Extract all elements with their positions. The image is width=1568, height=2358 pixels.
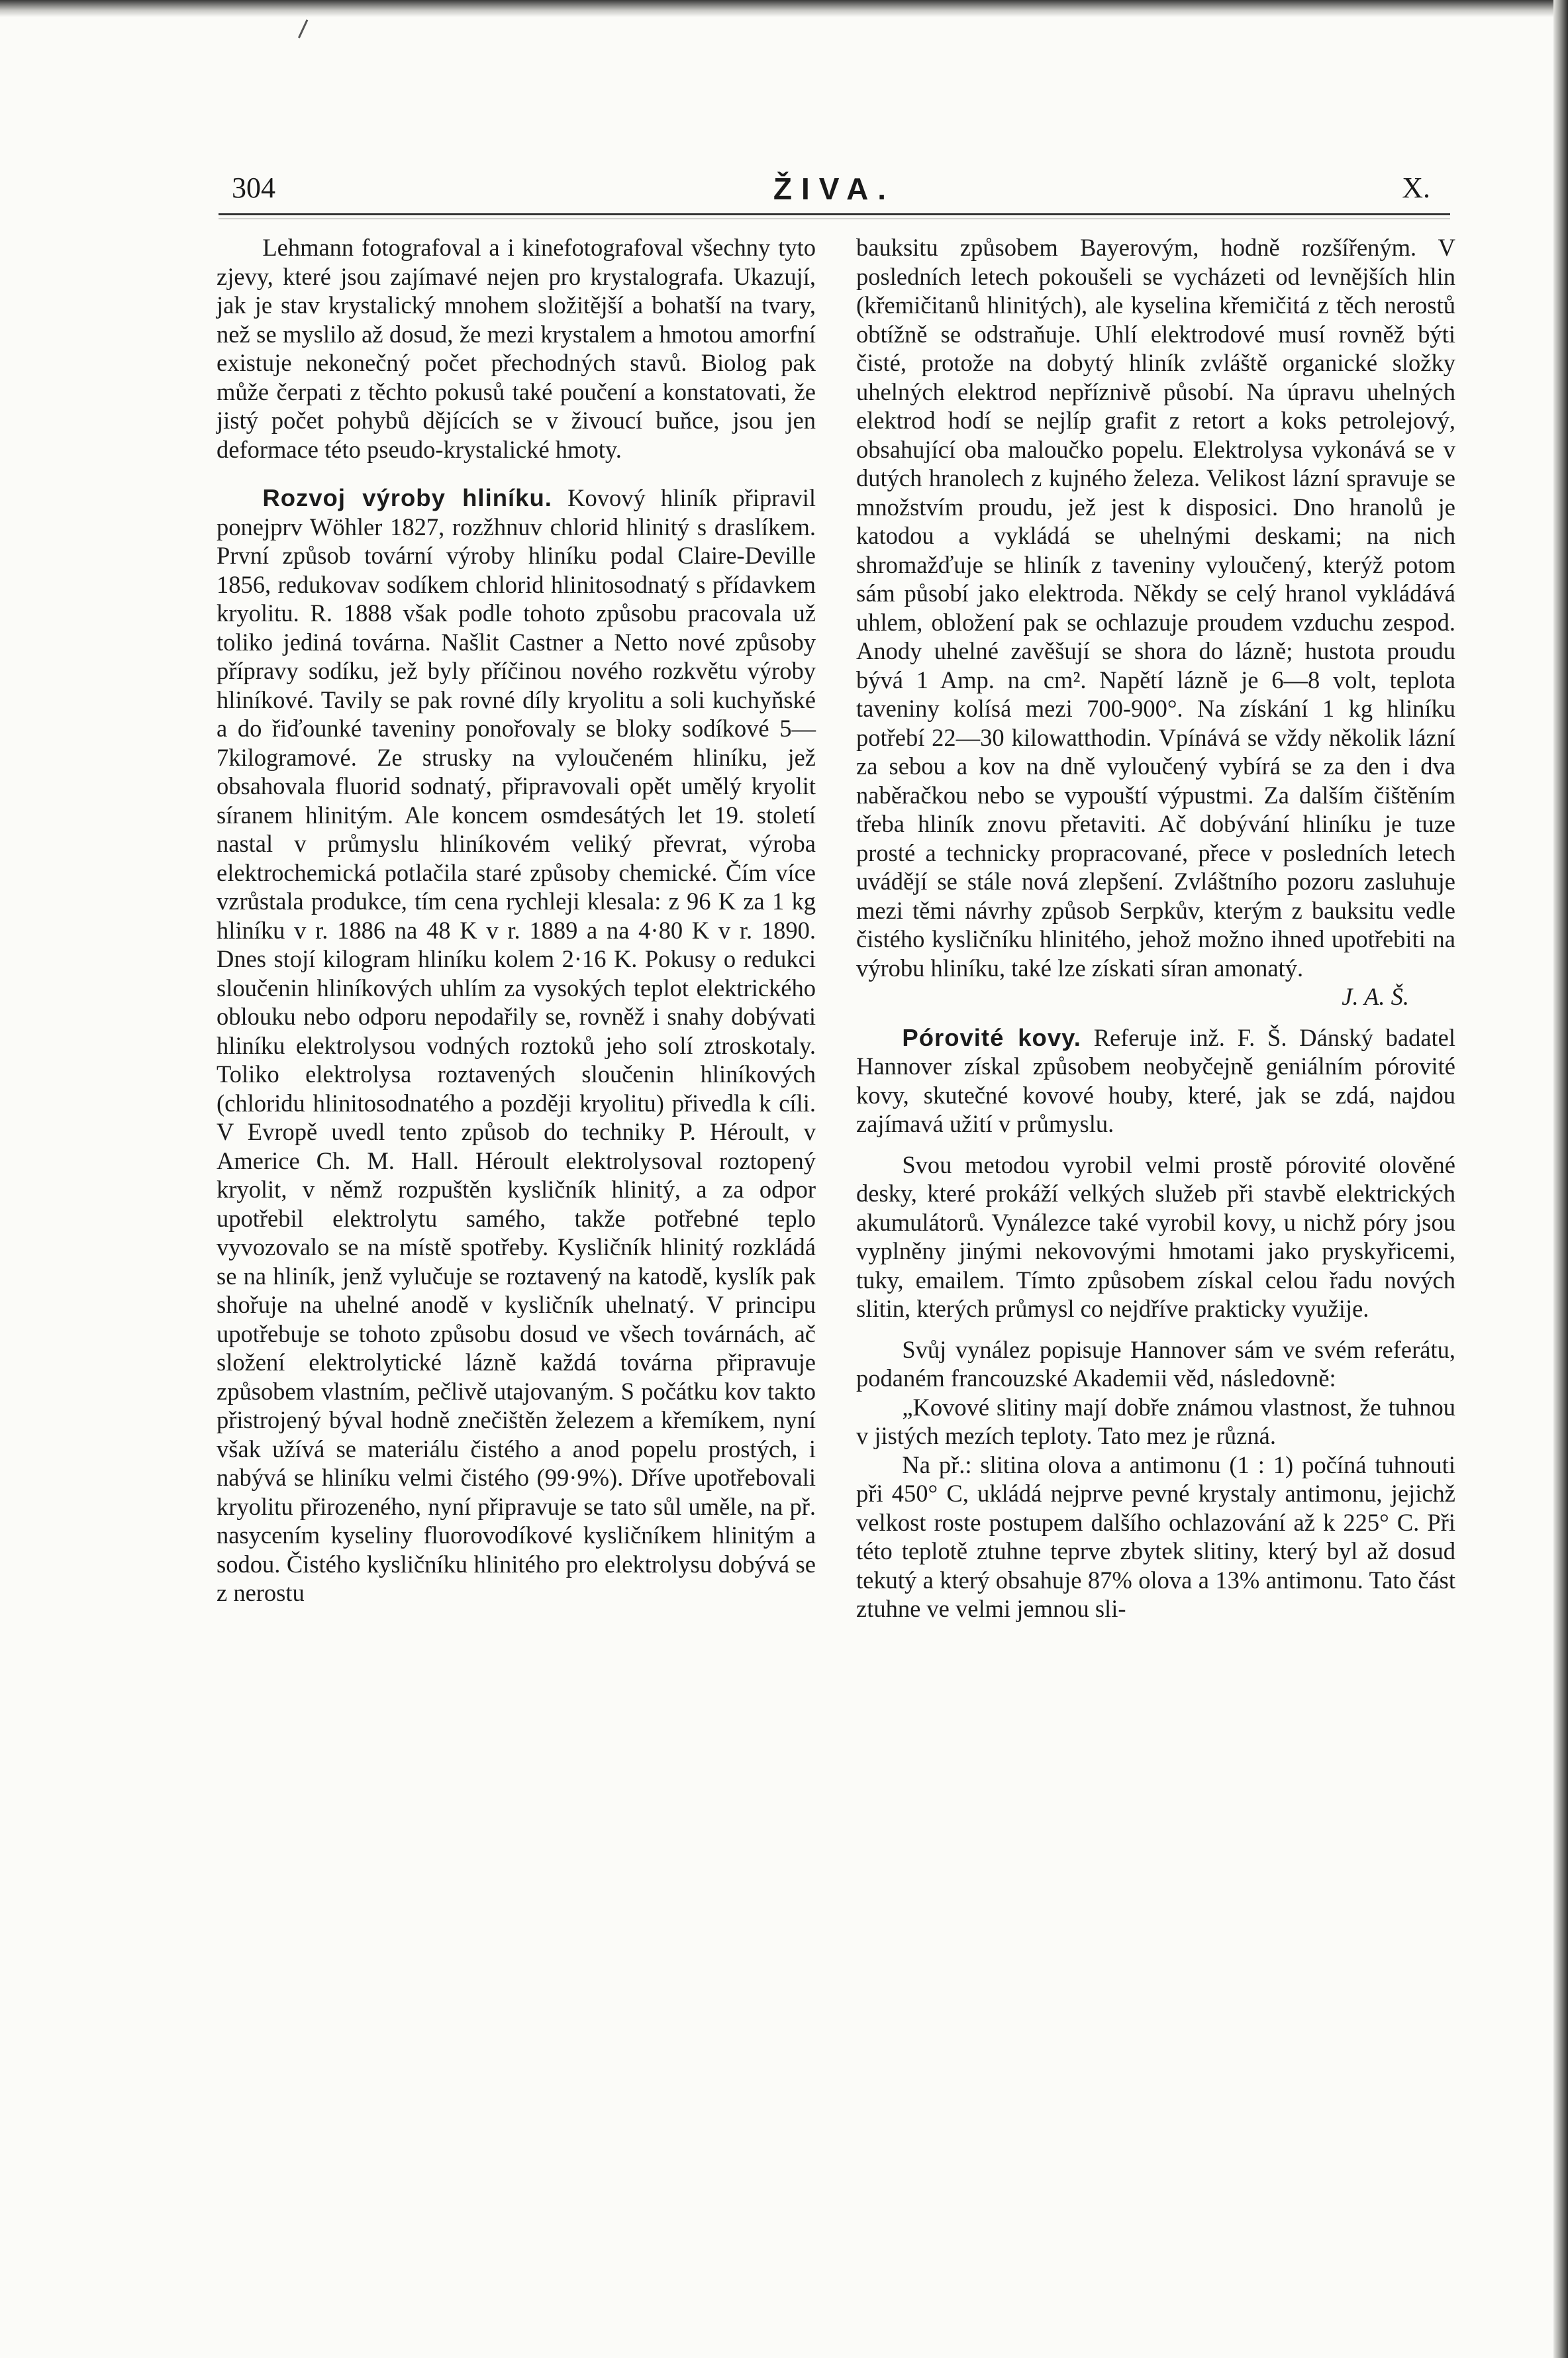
porous-paragraph-3: Svůj vynález popisuje Hannover sám ve svém referátu, podaném francouzské Akademii věd, následovně:	[856, 1335, 1455, 1392]
continuation-paragraph: bauksitu způsobem Bayerovým, hodně rozšířeným. V posledních letech pokoušeli se vycházeti od levnějších hlin (křemičitanů hlinitých), ale kyselina křemičitá z těch nerostů obtížně se odstraňuje. Uhlí elektrodové musí rovněž býti čisté, protože na dobytý hliník zvláště organické složky uhelných elektrod nepříznivě působí. Na úpravu uhelných elektrod hodí se nejlíp grafit z retort a koks petrolejový, obsahující oba maloučko popelu. Elektrolysa vykonává se v dutých hranolech z kujného železa. Velikost lázní spravuje se množstvím proudu, jež jest k disposici. Dno hranolů je katodou a vykládá se uhelnými deskami; na nich shromažďuje se hliník z taveniny vyloučený, kterýž potom sám působí jako elektroda. Někdy se celý hranol vykládává uhlem, obložení pak se ochlazuje proudem vzduchu zespod. Anody uhelné zavěšují se shora do lázně; hustota proudu bývá 1 Amp. na cm². Napětí lázně je 6—8 volt, teplota taveniny kolísá mezi 700-900°. Na získání 1 kg hliníku potřebí 22—30 kilowatthodin. Vpínává se vždy několik lázní za sebou a kov na dně vyloučený vybírá se za den i dva naběračkou nebo se vypouští výpustmi. Za dalším čištěním třeba hliník znovu přetaviti. Ač dobývání hliníku je tuze prosté a technicky propracované, přece v posledních letech uvádějí se stále nová zlepšení. Zvláštního pozoru zasluhuje mezi těmi návrhy způsob Serpkův, kterým z bauksitu vedle čistého kysličníku hlinitého, jehož možno ihned upotřebiti na výrobu hliníku, také lze získati síran amonatý.	[856, 234, 1455, 982]
section-heading-aluminium: Rozvoj výroby hliníku.	[262, 484, 552, 511]
scan-edge-top	[0, 0, 1568, 17]
page-number: 304	[232, 172, 275, 204]
right-column	[856, 233, 1455, 1623]
scan-mark	[298, 19, 324, 45]
porous-paragraph-4: „Kovové slitiny mají dobře známou vlastnost, že tuhnou v jistých mezích teploty. Tato mez je různá.	[856, 1393, 1455, 1449]
scan-edge-right	[1553, 0, 1568, 2358]
volume-number: X.	[1402, 172, 1430, 204]
aluminium-paragraph: Kovový hliník připravil ponejprv Wöhler 1827, rozžhnuv chlorid hlinitý s draslíkem. První způsob tovární výroby hliníku podal Claire-Deville 1856, redukovav sodíkem chlorid hlinitosodnatý s přídavkem kryolitu. R. 1888 však podle tohoto způsobu pracovala už toliko jediná továrna. Našlit Castner a Netto nové způsoby přípravy sodíku, jež byly příčinou nového rozkvětu výroby hliníkové. Tavily se pak rovné díly kryolitu a soli kuchyňské a do řiďounké taveniny ponořovaly se bloky sodíkové 5—7kilogramové. Ze strusky na vyloučeném hliníku, jež obsahovala fluorid sodnatý, připravovali opět umělý kryolit síranem hlinitým. Ale koncem osmdesátých let 19. století nastal v průmyslu hliníkovém veliký převrat, výroba elektrochemická potlačila staré způsoby chemické. Čím více vzrůstala produkce, tím cena rychleji klesala: z 96 K za 1 kg hliníku v r. 1886 na 48 K v r. 1889 a na 4·80 K v r. 1890. Dnes stojí kilogram hliníku kolem 2·16 K. Pokusy o redukci sloučenin hliníkových uhlím za vysokých teplot elektrického oblouku nebo odporu nepodařily se, rovněž i snahy dobývati hliníku elektrolysou vodných roztoků jeho solí ztroskotaly. Toliko elektrolysa roztavených sloučenin hliníkových (chloridu hlinitosodnatého a později kryolitu) přivedla k cíli. V Evropě uvedl tento způsob do techniky P. Héroult, v Americe Ch. M. Hall. Héroult elektrolysoval roztopený kryolit, v němž rozpuštěn kysličník hlinitý, a za odpor upotřebil elektrolytu samého, takže potřebné teplo vyvozovalo se na místě spotřeby. Kysličník hlinitý rozkládá se na hliník, jenž vylučuje se roztavený na katodě, kyslík pak shořuje na uhelné anodě v kysličník uhelnatý. V principu upotřebuje se tohoto způsobu dosud ve všech továrnách, ač složení elektrolytické lázně každá továrna připravuje způsobem vlastním, pečlivě utajovaným. S počátku kov takto přistrojený býval hodně znečištěn železem a křemíkem, nyní však užívá se materiálu čistého a anod popelu prostých, i nabývá se hliníku velmi čistého (99·9%). Dříve upotřebovali kryolitu přirozeného, nyní připravuje se tato sůl uměle, na př. nasycením kyseliny fluorovodíkové kysličníkem hlinitým a sodou. Čistého kysličníku hlinitého pro elektrolysu dobývá se z nerostu	[217, 484, 816, 1606]
porous-paragraph-5: Na př.: slitina olova a antimonu (1 : 1) počíná tuhnouti při 450° C, ukládá nejprve pevné krystaly antimonu, jejichž velkost roste postupem dalšího ochlazování až k 225° C. Při této teplotě ztuhne teprve zbytek slitiny, který byl až dosud tekutý a který obsahuje 87% olova a 13% antimonu. Tato část ztuhne ve velmi jemnou sli-	[856, 1451, 1455, 1622]
porous-paragraph-2: Svou metodou vyrobil velmi prostě pórovité olověné desky, které prokáží velkých služeb při stavbě elektrických akumulátorů. Vynálezce také vyrobil kovy, u nichž póry jsou vyplněny jinými nekovovými hmotami jako pryskyřicemi, tuky, emailem. Tímto způsobem získal celou řadu nových slitin, kterých průmysl co nejdříve prakticky využije.	[856, 1151, 1455, 1322]
porous-intro: Referuje inž. F. Š. Dánský badatel Hannover získal způsobem neobyčejně geniálním pórovité kovy, skutečné kovové houby, které, jak se zdá, najdou zajímavá užití v průmyslu.	[856, 1023, 1456, 1137]
left-column	[217, 233, 816, 1608]
author-signature: J. A. Š.	[1342, 983, 1409, 1010]
intro-paragraph: Lehmann fotografoval a i kinefotografoval všechny tyto zjevy, které jsou zajímavé nejen pro krystalografa. Ukazují, jak je stav krystalický mnohem složitější a bohatší na tvary, než se myslilo až dosud, že mezi krystalem a hmotou amorfní existuje nekonečný počet přechodných stavů. Biolog pak může čerpati z těchto pokusů také poučení a konstatovati, že jistý počet pohybů dějících se v živoucí buňce, jsou jen deformace této pseudo-krystalické hmoty.	[217, 234, 816, 463]
section-heading-porous-metals: Pórovité kovy.	[902, 1023, 1081, 1051]
journal-title: ŽIVA.	[773, 172, 896, 206]
running-header	[219, 171, 1450, 219]
header-rule	[219, 213, 1450, 215]
